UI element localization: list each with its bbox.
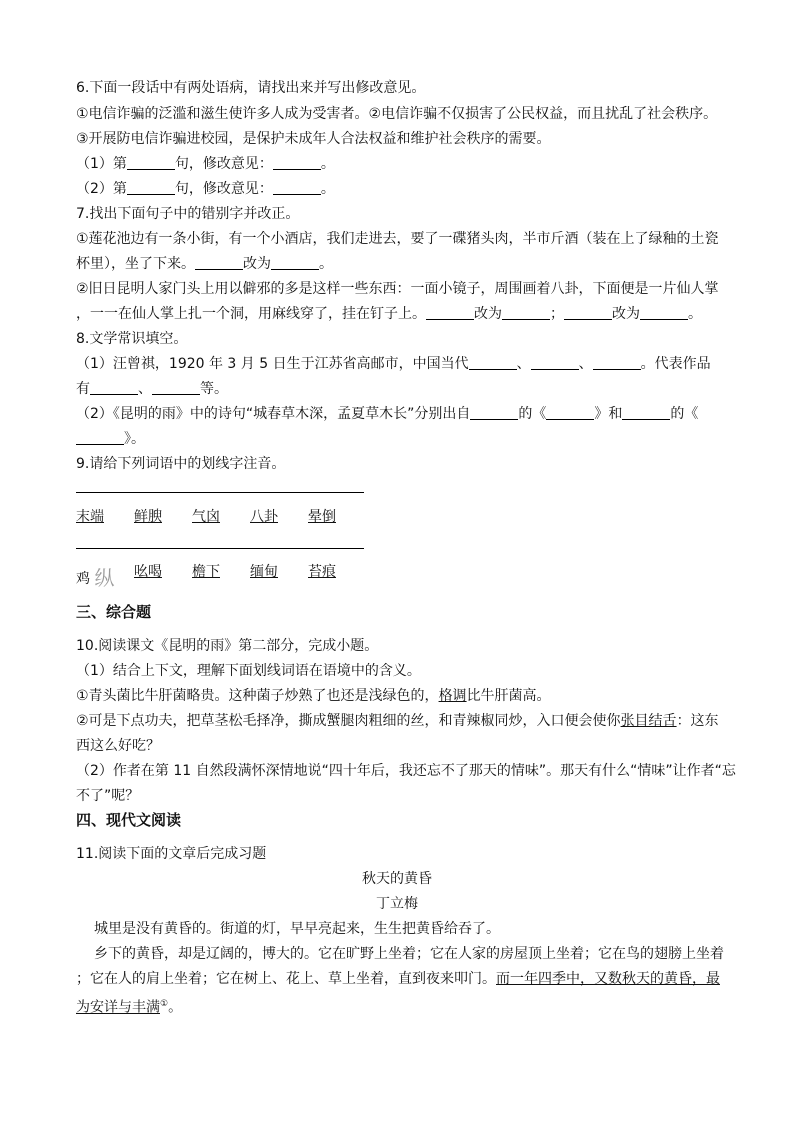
article-para2-line1: 乡下的黄昏，却是辽阔的，博大的。它在旷野上坐着；它在人家的房屋顶上坐着；它在鸟的翅膀上坐着 [94,946,724,962]
q7-s1-line2: 杯里），坐了下来。 改为 。 [76,256,333,272]
q8-item2-line1: （2）《昆明的雨》中的诗句“城春草木深，孟夏草木长”分别出自 的《 》和 的《 [76,406,699,422]
blank[interactable] [195,255,243,270]
blank[interactable] [622,405,670,420]
blank[interactable] [531,355,579,370]
blank[interactable] [470,405,518,420]
pinyin-line-row2 [76,548,364,549]
word-cell: 鲜腴 [134,509,162,525]
q10-sub2-line1: （2）作者在第 11 自然段满怀深情地说“四十年后，我还忘不了那天的情味”。那天有什么“情味”让作者“忘 [76,763,736,779]
q6-prompt: 6.下面一段话中有两处语病，请找出来并写出修改意见。 [76,80,426,96]
q7-prompt: 7.找出下面句子中的错别字并改正。 [76,206,300,222]
word-cell: 缅甸 [250,564,278,580]
word-cell: 鸡 纵 [76,566,115,590]
article-title: 秋天的黄昏 [362,871,432,887]
word-cell: 苔痕 [308,564,336,580]
q6-item1: （1）第 句，修改意见： 。 [76,156,335,172]
q10-sub2-line2: 不了”呢？ [76,788,140,804]
q9-prompt: 9.请给下列词语中的划线字注音。 [76,456,286,472]
blank[interactable] [271,255,319,270]
q6-item2: （2）第 句，修改意见： 。 [76,181,335,197]
blank[interactable] [564,305,612,320]
section-heading-3: 三、综合题 [76,603,152,621]
word-cell: 晕倒 [308,509,336,525]
q9-words-row2 [76,562,366,589]
q8-item1-line2: 有 、 等。 [76,381,228,397]
q7-s1-line1: ①莲花池边有一条小街，有一个小酒店，我们走进去，要了一碟猪头肉，半市斤酒（装在上了绿釉的土瓷 [76,231,719,247]
q10-a: ①青头菌比牛肝菌略贵。这种菌子炒熟了也还是浅绿色的，格调比牛肝菌高。 [76,688,551,704]
q6-text-line2: ③开展防电信诈骗进校园，是保护未成年人合法权益和维护社会秩序的需要。 [76,131,551,147]
q8-prompt: 8.文学常识填空。 [76,331,188,347]
blank[interactable] [273,155,321,170]
word-cell: 末端 [76,509,104,525]
blank[interactable] [546,405,594,420]
q11-prompt: 11.阅读下面的文章后完成习题 [76,846,267,862]
blank[interactable] [90,380,138,395]
q10-prompt: 10.阅读课文《昆明的雨》第二部分，完成小题。 [76,638,379,654]
blank[interactable] [273,180,321,195]
article-para1: 城里是没有黄昏的。街道的灯，早早亮起来，生生把黄昏给吞了。 [94,921,500,937]
blank[interactable] [502,305,550,320]
q10-sub1: （1）结合上下文，理解下面划线词语在语境中的含义。 [76,663,421,679]
word-cell: 檐下 [192,564,220,580]
section-heading-4: 四、现代文阅读 [76,811,182,829]
word-cell: 八卦 [250,509,278,525]
pinyin-line-row1 [76,492,364,493]
blank[interactable] [593,355,641,370]
q8-item2-line2: 》。 [76,429,145,449]
article-para2-line3: 为安详与丰满①。 [76,999,183,1016]
q7-s2-line2: ，一一在仙人掌上扎一个洞，用麻线穿了，挂在钉子上。 改为 ； 改为 。 [76,306,702,322]
blank[interactable] [152,380,200,395]
q6-text-line1: ①电信诈骗的泛滥和滋生使许多人成为受害者。②电信诈骗不仅损害了公民权益，而且扰乱了社会秩序。 [76,106,718,122]
faint-char-image: 纵 [94,566,115,590]
blank[interactable] [76,430,124,445]
q9-words-row1 [76,507,366,527]
q8-item1-line1: （1）汪曾祺，1920 年 3 月 5 日生于江苏省高邮市，中国当代 、 、 。代表作品 [76,356,711,372]
word-cell: 吆喝 [134,564,162,580]
article-author: 丁立梅 [376,896,418,912]
q7-s2-line1: ②旧日昆明人家门头上用以僻邪的多是这样一些东西：一面小镜子，周围画着八卦，下面便是一片仙人掌 [76,281,719,297]
blank[interactable] [426,305,474,320]
word-cell: 气囟 [192,509,220,525]
blank[interactable] [127,180,175,195]
q10-b-line1: ②可是下点功夫，把草茎松毛择净，撕成蟹腿肉粗细的丝，和青辣椒同炒，入口便会使你张目结舌：这东 [76,713,719,729]
q10-b-line2: 西这么好吃？ [76,738,160,754]
blank[interactable] [127,155,175,170]
blank[interactable] [640,305,688,320]
blank[interactable] [469,355,517,370]
article-para2-line2: ；它在人的肩上坐着；它在树上、花上、草上坐着，直到夜来叩门。而一年四季中，又数秋天的黄昏，最 [76,971,720,987]
